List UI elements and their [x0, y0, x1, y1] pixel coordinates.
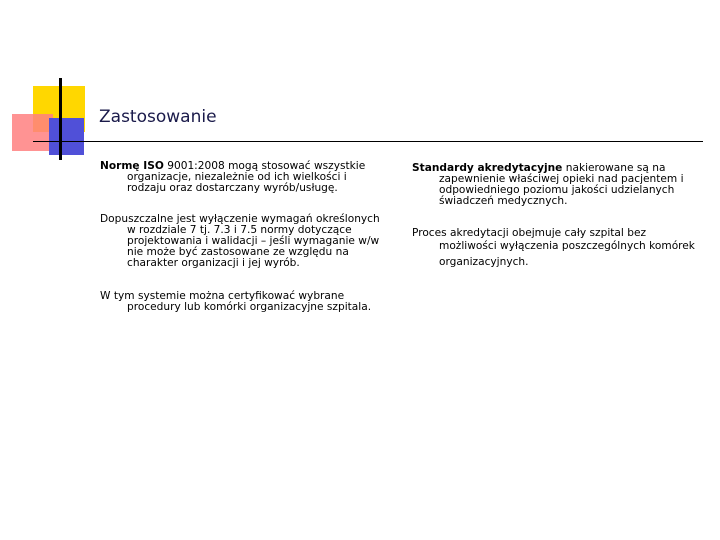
left-paragraph-2-line-4: nie może być zastosowane ze względu na [127, 246, 349, 258]
decor-red-square [12, 114, 53, 151]
right-paragraph-2 [412, 228, 710, 268]
left-paragraph-2-line-1: Dopuszczalne jest wyłączenie wymagań określonych [100, 213, 380, 225]
right-paragraph-2-line-2: możliwości wyłączenia poszczególnych komórek [439, 240, 695, 252]
left-paragraph-3 [100, 291, 400, 313]
slide-title: Zastosowanie [99, 107, 217, 127]
right-paragraph-1-line-1: nakierowane są na [562, 162, 666, 174]
decor-blue-square [49, 118, 84, 155]
right-paragraph-1-line-2: zapewnienie właściwej opieki nad pacjentem i [439, 173, 684, 185]
right-paragraph-1-line-3: odpowiedniego poziomu jakości udzielanych [439, 184, 675, 196]
right-column [412, 163, 710, 268]
left-paragraph-2-line-5: charakter organizacji i jej wyrób. [127, 257, 300, 269]
left-paragraph-1-bold: Normę ISO [100, 160, 164, 172]
decor-vertical-line [59, 78, 62, 160]
right-paragraph-1-line-4: świadczeń medycznych. [439, 195, 568, 207]
left-paragraph-1-line-3: rodzaju oraz dostarczany wyrób/usługę. [127, 182, 338, 194]
right-paragraph-1-bold: Standardy akredytacyjne [412, 162, 563, 174]
right-paragraph-1 [412, 163, 710, 207]
right-paragraph-2-line-1: Proces akredytacji obejmuje cały szpital bez [412, 227, 647, 239]
right-paragraph-2-line-3: organizacyjnych. [439, 256, 529, 268]
left-paragraph-1 [100, 161, 400, 194]
left-column [100, 161, 400, 313]
left-paragraph-1-line-2: organizacje, niezależnie od ich wielkości i [127, 171, 347, 183]
title-underline [33, 141, 703, 142]
left-paragraph-1-line-1: 9001:2008 mogą stosować wszystkie [163, 160, 366, 172]
left-paragraph-3-line-2: procedury lub komórki organizacyjne szpitala. [127, 301, 372, 313]
left-paragraph-2-line-2: w rozdziale 7 tj. 7.3 i 7.5 normy dotyczące [127, 224, 352, 236]
left-paragraph-2-line-3: projektowania i walidacji – jeśli wymaganie w/w [127, 235, 380, 247]
left-paragraph-3-line-1: W tym systemie można certyfikować wybrane [100, 290, 345, 302]
left-paragraph-2 [100, 214, 400, 269]
